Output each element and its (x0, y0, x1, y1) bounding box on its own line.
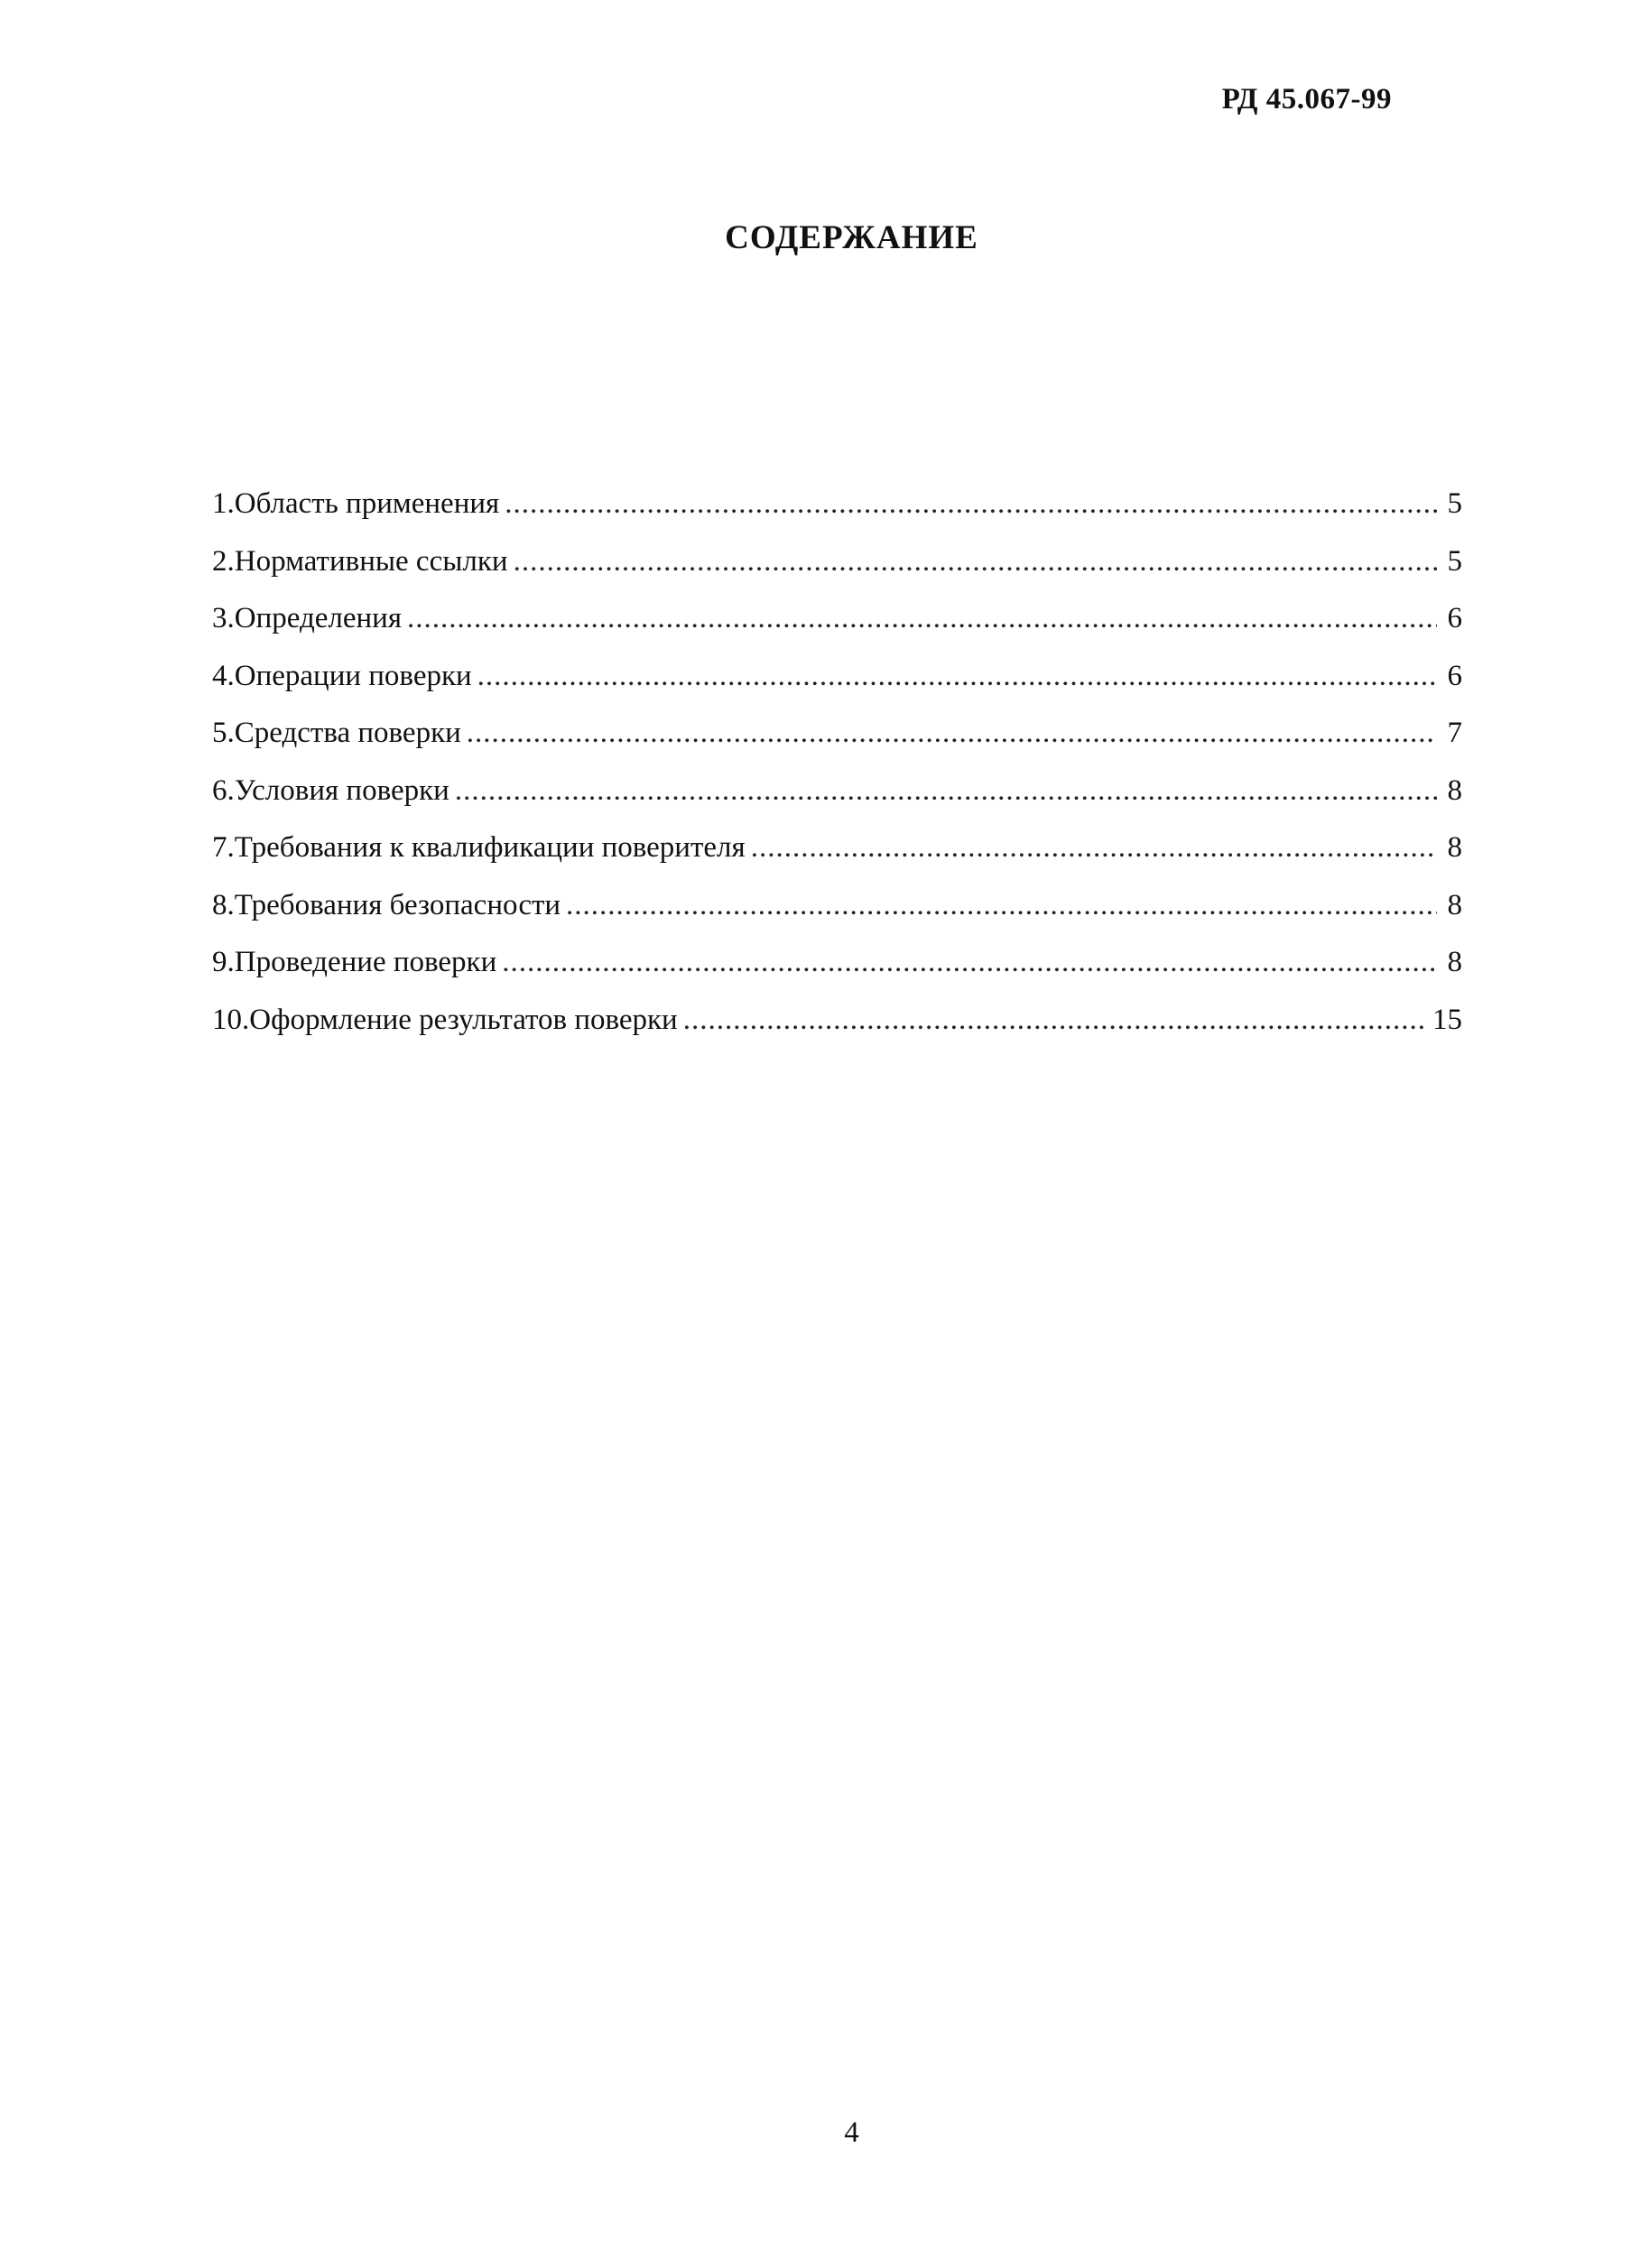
toc-entry-title: 7.Требования к квалификации поверителя (212, 831, 746, 864)
toc-entry[interactable] (212, 831, 1462, 889)
toc-heading: СОДЕРЖАНИЕ (725, 219, 978, 256)
toc-entry-page: 6 (1447, 602, 1462, 634)
dot-leader (514, 545, 1437, 579)
toc-entry-page: 8 (1447, 888, 1462, 921)
toc-entry[interactable] (212, 889, 1462, 947)
toc-entry-title: 5.Средства поверки (212, 717, 461, 749)
toc-entry-page: 5 (1447, 544, 1462, 578)
toc-entry[interactable] (212, 946, 1462, 1004)
toc-entry-page: 6 (1447, 659, 1462, 692)
toc-entry[interactable] (212, 487, 1462, 545)
toc-entry-title: 8.Требования безопасности (212, 888, 561, 921)
toc-entry-page: 15 (1432, 1003, 1462, 1036)
toc-entry[interactable] (212, 774, 1462, 832)
dot-leader (502, 946, 1437, 979)
dot-leader (477, 660, 1437, 693)
dot-leader (751, 831, 1437, 865)
dot-leader (455, 774, 1437, 808)
toc-entry-title: 4.Операции поверки (212, 659, 472, 692)
toc-entry[interactable] (212, 717, 1462, 774)
dot-leader (407, 602, 1437, 635)
toc-entry-page: 8 (1447, 946, 1462, 978)
page-number: 4 (844, 2116, 859, 2149)
toc-entry-title: 3.Определения (212, 602, 403, 634)
toc-entry-page: 5 (1447, 487, 1462, 520)
dot-leader (566, 889, 1437, 922)
dot-leader (467, 717, 1437, 750)
toc-entry[interactable] (212, 545, 1462, 603)
toc-entry-page: 7 (1447, 717, 1462, 749)
document-code: РД 45.067-99 (1221, 83, 1392, 116)
toc-entry[interactable] (212, 660, 1462, 717)
dot-leader (505, 487, 1437, 521)
toc-entry-title: 9.Проведение поверки (212, 946, 497, 978)
toc-entry-page: 8 (1447, 773, 1462, 807)
toc-entry-title: 2.Нормативные ссылки (212, 544, 508, 578)
toc-entry-page: 8 (1447, 831, 1462, 864)
toc-entry[interactable] (212, 1004, 1462, 1061)
toc-entry-title: 6.Условия поверки (212, 773, 449, 807)
dot-leader (683, 1004, 1427, 1037)
toc-entry-title: 10.Оформление результатов поверки (212, 1003, 678, 1036)
toc-entry[interactable] (212, 602, 1462, 660)
toc-entry-title: 1.Область применения (212, 487, 500, 520)
table-of-contents (212, 487, 1462, 1060)
